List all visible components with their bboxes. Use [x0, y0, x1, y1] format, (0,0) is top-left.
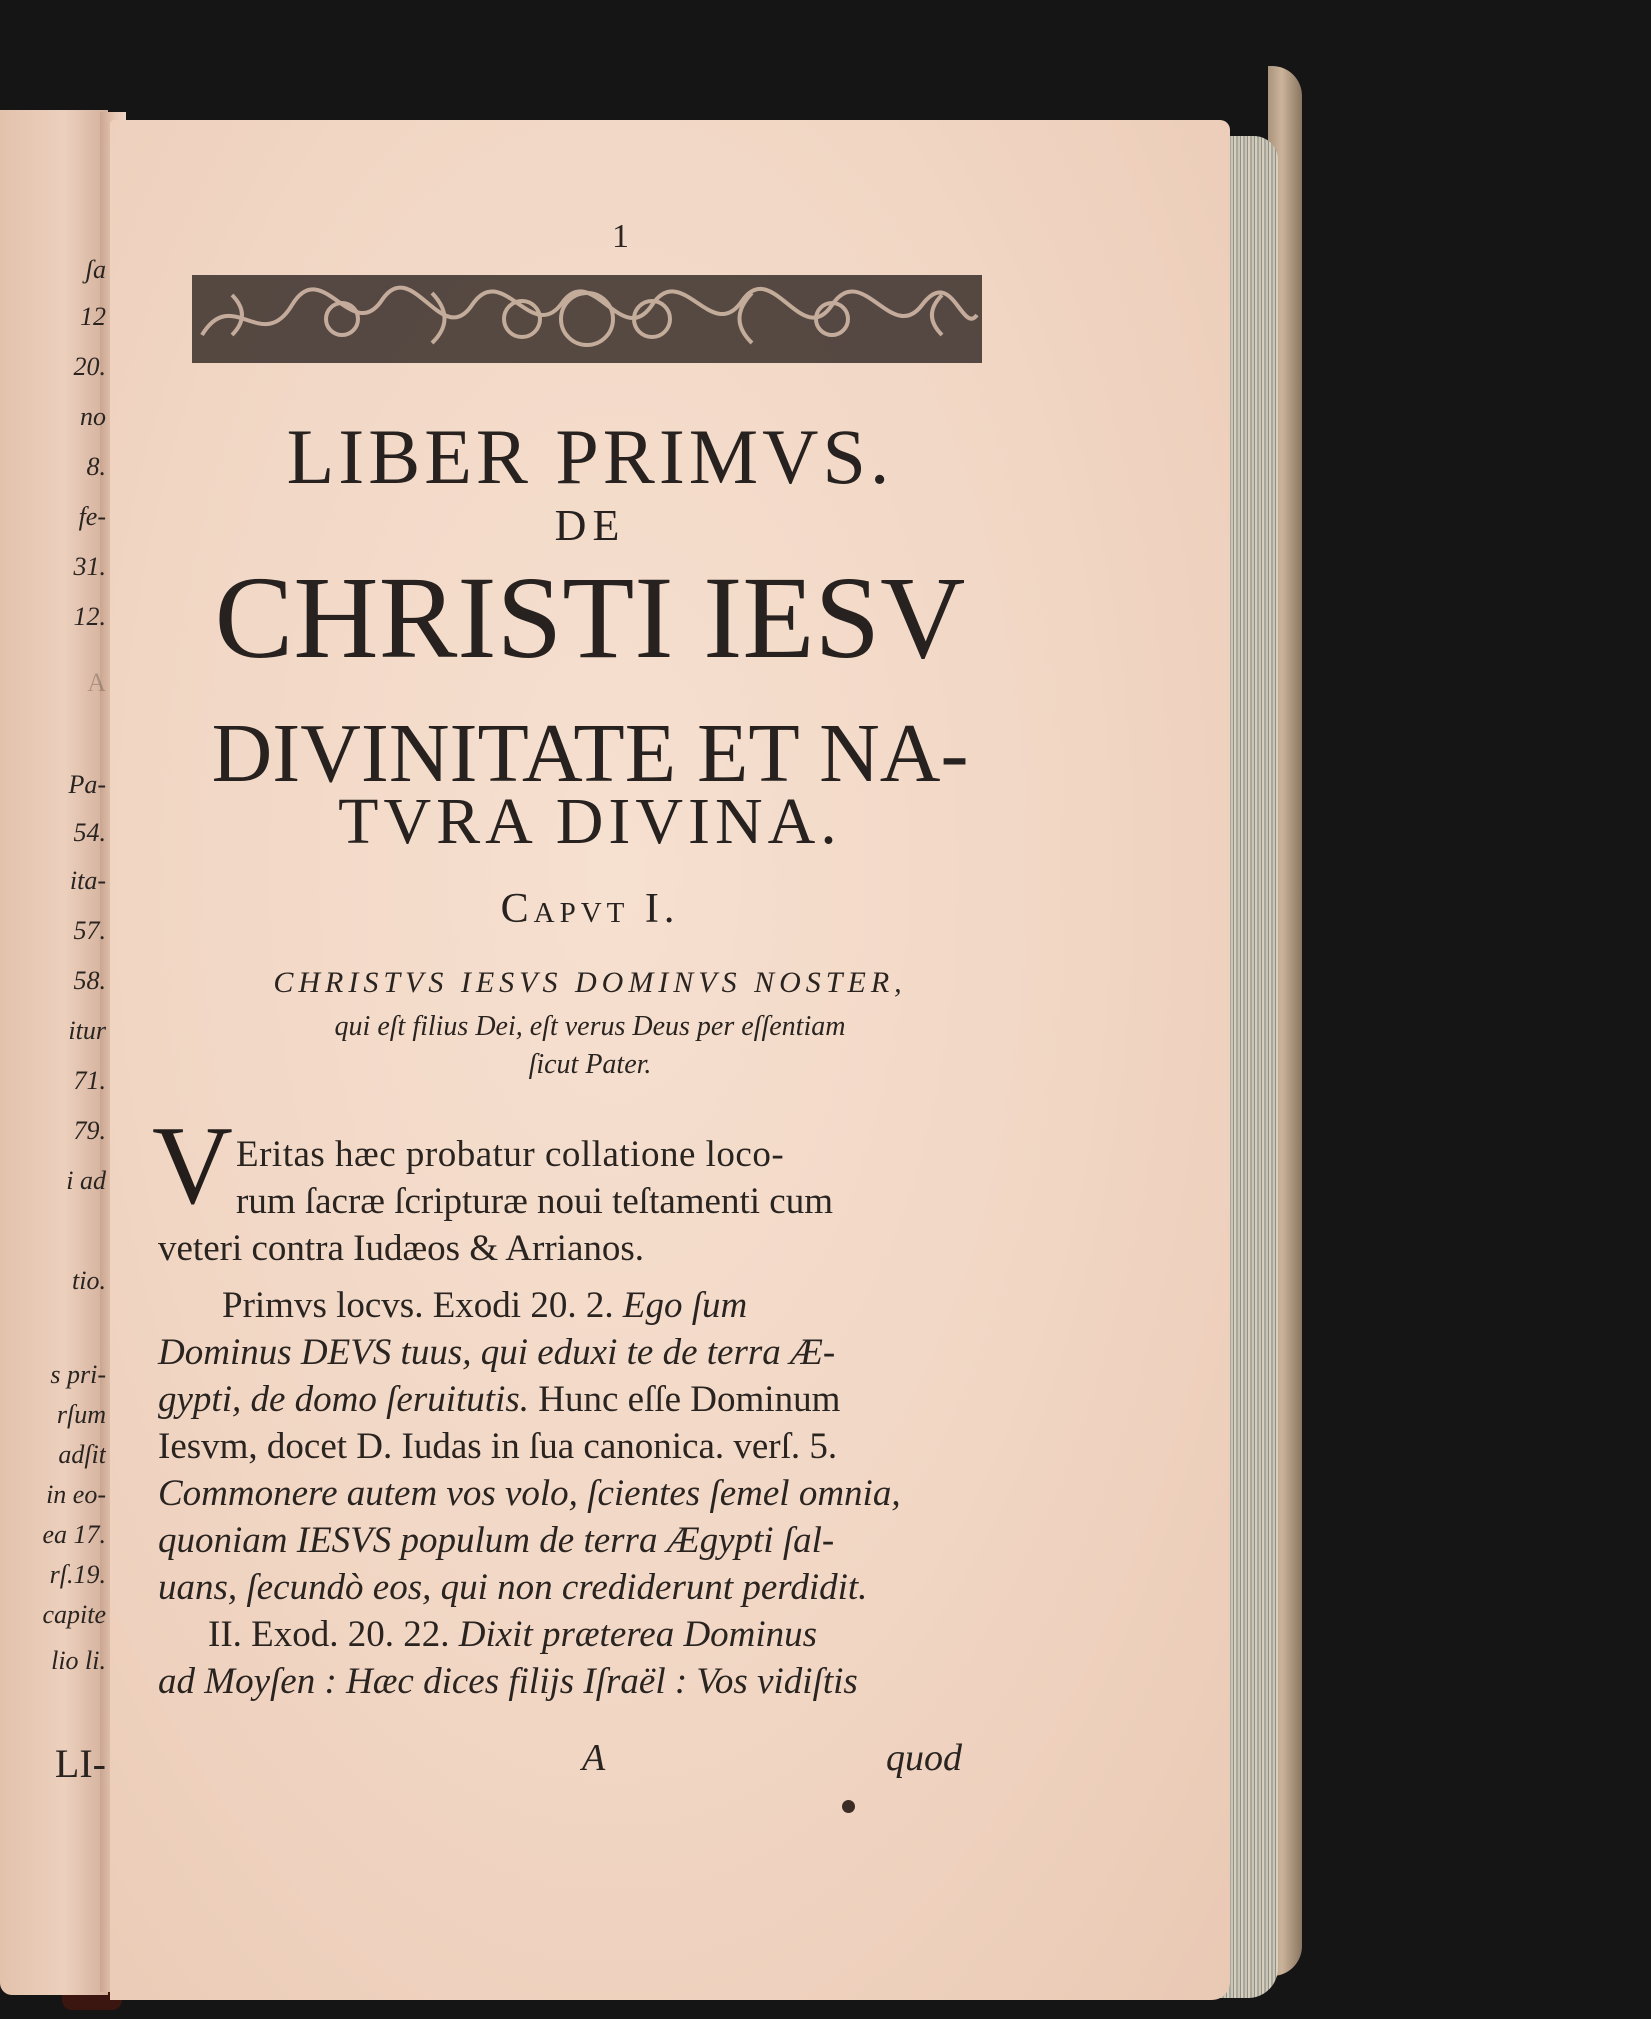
left-page-fragment: in eo- [46, 1480, 106, 1509]
left-page-fragment: ea 17. [42, 1520, 106, 1549]
left-page-fragment: lio li. [51, 1646, 106, 1675]
left-page-fragment: fe- [78, 502, 106, 531]
chapter-summary-line: qui eſt filius Dei, eſt verus Deus per eſſentiam [334, 1011, 846, 1042]
left-page-fragment: tio. [72, 1266, 106, 1295]
left-page-fragment: no [80, 402, 106, 431]
left-page-fragment: 31. [73, 552, 106, 581]
left-page-fragment: adſit [58, 1440, 106, 1469]
paper-spot [842, 1800, 855, 1813]
left-page-fragment: ita- [69, 866, 106, 895]
body-text-italic: gypti, de domo ſeruitutis. [158, 1379, 529, 1420]
left-page-fragment: i ad [66, 1166, 106, 1195]
body-line: Eritas hæc probatur collatione loco- [236, 1134, 785, 1175]
left-page-fragment: 8. [86, 452, 106, 481]
left-page-fragment: 58. [73, 966, 106, 995]
left-page-fragment: 12 [80, 302, 106, 331]
body-line: Iesvm, docet D. Iudas in ſua canonica. verſ. 5. [158, 1426, 838, 1467]
body-text-italic: Dixit præterea Dominus [458, 1614, 818, 1655]
chapter-summary-line: CHRISTVS IESVS DOMINVS NOSTER, [273, 966, 907, 999]
body-line: veteri contra Iudæos & Arrianos. [158, 1228, 645, 1269]
body-line [222, 1284, 747, 1327]
left-page-fragment: 20. [73, 352, 106, 381]
left-page-fragment: 79. [73, 1116, 106, 1145]
left-page-fragment: s pri- [50, 1360, 106, 1389]
body-text: Hunc eſſe Dominum [538, 1379, 841, 1420]
left-page-fragment: 54. [73, 818, 106, 847]
heading-tura-divina: TVRA DIVINA. [338, 785, 842, 858]
body-line: uans, ſecundò eos, qui non crediderunt perdidit. [158, 1567, 868, 1608]
left-page-fragment: ʃa [85, 255, 106, 284]
page-number: 1 [612, 218, 629, 255]
heading-divinitate: DIVINITATE ET NA- [211, 707, 969, 800]
left-page-fragment: capite [42, 1600, 106, 1629]
left-page-fragment: rſum [56, 1400, 106, 1429]
body-line [158, 1378, 840, 1421]
chapter-summary-line: ſicut Pater. [528, 1049, 652, 1080]
left-page-fragment: A [87, 668, 106, 697]
body-line [208, 1613, 817, 1656]
body-text: Primvs locvs. Exodi 20. 2. [222, 1285, 614, 1326]
body-text: II. Exod. 20. 22. [208, 1614, 450, 1655]
heading-de: DE [554, 501, 626, 550]
left-page [0, 110, 108, 1995]
body-text-italic: Ego ſum [622, 1285, 748, 1326]
body-line: quoniam IESVS populum de terra Ægypti ſal- [158, 1520, 835, 1561]
body-line: ad Moyſen : Hæc dices filijs Iſraël : Vos vidiſtis [158, 1661, 858, 1702]
heading-liber-primus: LIBER PRIMVS. [286, 413, 894, 500]
signature-mark: A [582, 1737, 606, 1779]
left-page-fragment: LI- [54, 1741, 106, 1786]
body-line: rum ſacræ ſcripturæ noui teſtamenti cum [236, 1181, 833, 1222]
body-line: Dominus DEVS tuus, qui eduxi te de terra Æ- [158, 1332, 836, 1373]
left-page-fragment: rſ.19. [49, 1560, 106, 1589]
catchword: quod [886, 1737, 962, 1779]
body-line: Commonere autem vos volo, ſcientes ſemel omnia, [158, 1473, 901, 1514]
ornament-band [192, 275, 982, 363]
heading-christi-iesu: CHRISTI IESV [214, 552, 966, 683]
drop-cap: V [152, 1104, 233, 1228]
left-page-fragment: Pa- [68, 770, 106, 799]
chapter-heading: Capvt I. [500, 886, 680, 932]
left-page-fragment: 12. [73, 602, 106, 631]
left-page-fragment: 57. [73, 916, 106, 945]
left-page-fragment: 71. [73, 1066, 106, 1095]
left-page-fragment: itur [68, 1016, 106, 1045]
